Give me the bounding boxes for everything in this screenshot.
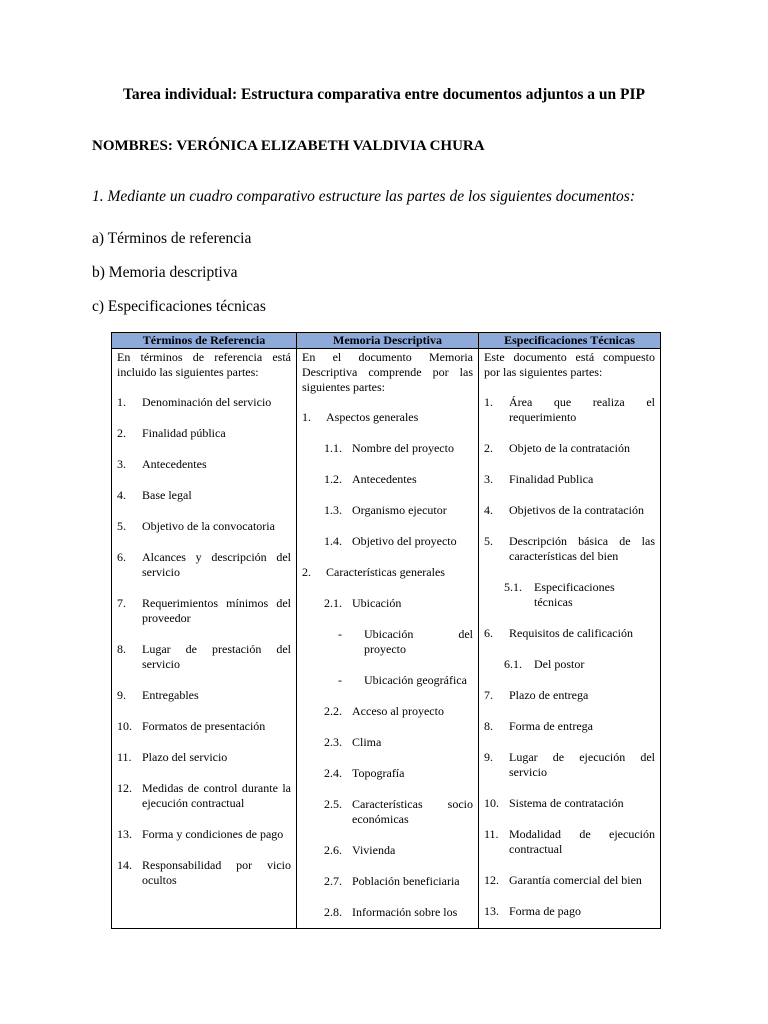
list-item xyxy=(484,750,655,780)
list-item xyxy=(484,796,655,811)
list-item-number: 6. xyxy=(117,550,126,564)
list-item-text: Objeto de la contratación xyxy=(509,441,630,455)
list-item-number: 2.3. xyxy=(324,735,342,749)
list-item xyxy=(324,503,473,518)
column-intro: Este documento está compuesto por las siguientes partes: xyxy=(484,350,655,379)
list-item-number: 13. xyxy=(117,827,132,841)
list-item-text: Plazo de entrega xyxy=(509,688,589,702)
list-item xyxy=(324,905,473,920)
list-item xyxy=(324,441,473,456)
list-item xyxy=(484,626,655,641)
list-item-text: Antecedentes xyxy=(142,457,207,471)
list-item xyxy=(484,827,655,857)
list-item-text: Descripción básica de las características del bien xyxy=(509,534,655,563)
list-item-number: 1. xyxy=(484,395,493,409)
list-item-text: Forma y condiciones de pago xyxy=(142,827,284,841)
list-item xyxy=(324,797,473,827)
list-item-text: Acceso al proyecto xyxy=(352,704,444,718)
table-body-row xyxy=(112,349,660,929)
list-item-text: Objetivos de la contratación xyxy=(509,503,644,517)
list-item-number: 2. xyxy=(484,441,493,455)
list-item xyxy=(484,873,655,888)
list-item-number: 8. xyxy=(117,642,126,656)
list-item-text: Modalidad de ejecución contractual xyxy=(509,827,655,856)
column-intro: En el documento Memoria Descriptiva comprende por las siguientes partes: xyxy=(302,350,473,394)
list-item-text: Formatos de presentación xyxy=(142,719,266,733)
list-item-number: 3. xyxy=(117,457,126,471)
list-item-number: - xyxy=(338,673,342,687)
list-item xyxy=(484,503,655,518)
list-item-text: Organismo ejecutor xyxy=(352,503,447,517)
list-item xyxy=(117,642,291,672)
list-item-text: Topografía xyxy=(352,766,405,780)
list-item-number: 12. xyxy=(117,781,132,795)
list-item xyxy=(484,534,655,564)
list-item-number: 1.3. xyxy=(324,503,342,517)
list-item-text: Finalidad Publica xyxy=(509,472,594,486)
column-intro: En términos de referencia está incluido las siguientes partes: xyxy=(117,350,291,379)
list-item-number: 2.1. xyxy=(324,596,342,610)
column-terminos xyxy=(112,349,297,929)
header-especificaciones: Especificaciones Técnicas xyxy=(504,333,635,347)
list-item-text: Requisitos de calificación xyxy=(509,626,633,640)
list-item-text: Ubicación del proyecto xyxy=(364,627,473,656)
list-item-number: 2. xyxy=(117,426,126,440)
list-item xyxy=(324,874,473,889)
list-item-number: 10. xyxy=(117,719,132,733)
list-item-number: 2.6. xyxy=(324,843,342,857)
student-names: NOMBRES: VERÓNICA ELIZABETH VALDIVIA CHURA xyxy=(92,138,485,154)
list-item-number: 11. xyxy=(117,750,132,764)
list-item xyxy=(324,735,473,750)
list-item-number: 14. xyxy=(117,858,132,872)
list-item-number: 6. xyxy=(484,626,493,640)
list-item-number: 2. xyxy=(302,565,311,579)
list-item-text: Medidas de control durante la ejecución contractual xyxy=(142,781,291,810)
list-item xyxy=(117,426,291,441)
list-item xyxy=(504,580,655,610)
list-item xyxy=(117,519,291,534)
list-item-text: Vivienda xyxy=(352,843,396,857)
list-item-number: 2.2. xyxy=(324,704,342,718)
list-item-number: 4. xyxy=(484,503,493,517)
list-item xyxy=(302,410,473,425)
list-item xyxy=(324,472,473,487)
list-item-text: Entregables xyxy=(142,688,199,702)
list-item-text: Lugar de ejecución del servicio xyxy=(509,750,655,779)
list-item xyxy=(117,596,291,626)
header-memoria: Memoria Descriptiva xyxy=(297,333,479,348)
list-item-number: 12. xyxy=(484,873,499,887)
list-item xyxy=(484,719,655,734)
list-item-text: Objetivo de la convocatoria xyxy=(142,519,275,533)
list-item xyxy=(117,488,291,503)
list-item xyxy=(484,441,655,456)
list-item-number: 5.1. xyxy=(504,580,522,594)
list-item-number: 4. xyxy=(117,488,126,502)
list-item-text: Finalidad pública xyxy=(142,426,226,440)
list-item-number: 1. xyxy=(117,395,126,409)
list-item xyxy=(324,843,473,858)
list-item-number: 2.7. xyxy=(324,874,342,888)
list-item-number: 1.1. xyxy=(324,441,342,455)
list-item xyxy=(324,534,473,549)
list-item-text: Forma de pago xyxy=(509,904,581,918)
list-item-number: - xyxy=(338,627,342,641)
list-item-text: Área que realiza el requerimiento xyxy=(509,395,655,424)
list-item-text: Especificaciones técnicas xyxy=(534,580,615,609)
list-item-number: 9. xyxy=(117,688,126,702)
list-item-text: Plazo del servicio xyxy=(142,750,228,764)
list-item-number: 3. xyxy=(484,472,493,486)
list-item-number: 6.1. xyxy=(504,657,522,671)
list-item-text: Garantía comercial del bien xyxy=(509,873,642,887)
list-item xyxy=(117,395,291,410)
list-item-text: Características socio económicas xyxy=(352,797,473,826)
list-item xyxy=(324,704,473,719)
list-item xyxy=(117,827,291,842)
list-item-number: 13. xyxy=(484,904,499,918)
list-item-text: Alcances y descripción del servicio xyxy=(142,550,291,579)
list-item xyxy=(484,904,655,919)
list-item-text: Información sobre los xyxy=(352,905,458,919)
list-item-number: 1.2. xyxy=(324,472,342,486)
list-item-text: Población beneficiaria xyxy=(352,874,460,888)
list-item-number: 7. xyxy=(484,688,493,702)
list-item-text: Ubicación xyxy=(352,596,402,610)
list-item-number: 10. xyxy=(484,796,499,810)
option-b: b) Memoria descriptiva xyxy=(92,264,238,281)
list-item xyxy=(302,565,473,580)
list-item-number: 1.4. xyxy=(324,534,342,548)
list-item-text: Sistema de contratación xyxy=(509,796,624,810)
list-item xyxy=(117,750,291,765)
list-item-text: Objetivo del proyecto xyxy=(352,534,457,548)
list-item-number: 2.5. xyxy=(324,797,342,811)
list-item xyxy=(117,858,291,888)
list-item-text: Características generales xyxy=(326,565,445,579)
column-especificaciones xyxy=(479,349,660,929)
table-header-row xyxy=(112,333,660,349)
list-item-text: Antecedentes xyxy=(352,472,417,486)
list-item-text: Responsabilidad por vicio ocultos xyxy=(142,858,291,887)
list-item-number: 8. xyxy=(484,719,493,733)
list-item xyxy=(117,719,291,734)
list-item-text: Forma de entrega xyxy=(509,719,593,733)
list-item-text: Requerimientos mínimos del proveedor xyxy=(142,596,291,625)
list-item xyxy=(338,673,473,688)
document-title: Tarea individual: Estructura comparativa entre documentos adjuntos a un PIP xyxy=(122,86,645,103)
list-item-number: 1. xyxy=(302,410,311,424)
list-item-text: Del postor xyxy=(534,657,585,671)
list-item xyxy=(338,627,473,657)
list-item xyxy=(117,457,291,472)
question-text: 1. Mediante un cuadro comparativo estructure las partes de los siguientes documentos: xyxy=(92,188,635,205)
header-terminos: Términos de Referencia xyxy=(112,333,297,348)
list-item-number: 5. xyxy=(484,534,493,548)
list-item xyxy=(484,395,655,425)
option-c: c) Especificaciones técnicas xyxy=(92,298,266,315)
list-item-number: 9. xyxy=(484,750,493,764)
option-a: a) Términos de referencia xyxy=(92,230,252,247)
list-item-text: Clima xyxy=(352,735,382,749)
list-item-number: 2.8. xyxy=(324,905,342,919)
list-item-text: Lugar de prestación del servicio xyxy=(142,642,291,671)
list-item-text: Ubicación geográfica xyxy=(364,673,467,687)
list-item-number: 2.4. xyxy=(324,766,342,780)
list-item-number: 11. xyxy=(484,827,499,841)
list-item xyxy=(484,688,655,703)
list-item xyxy=(324,596,473,611)
list-item-number: 5. xyxy=(117,519,126,533)
list-item xyxy=(117,781,291,811)
list-item-number: 7. xyxy=(117,596,126,610)
list-item xyxy=(484,472,655,487)
column-memoria xyxy=(297,349,479,929)
list-item xyxy=(504,657,655,672)
list-item-text: Base legal xyxy=(142,488,192,502)
list-item xyxy=(117,688,291,703)
list-item xyxy=(117,550,291,580)
list-item xyxy=(324,766,473,781)
comparison-table xyxy=(111,332,661,929)
list-item-text: Denominación del servicio xyxy=(142,395,272,409)
list-item-text: Nombre del proyecto xyxy=(352,441,454,455)
list-item-text: Aspectos generales xyxy=(326,410,419,424)
